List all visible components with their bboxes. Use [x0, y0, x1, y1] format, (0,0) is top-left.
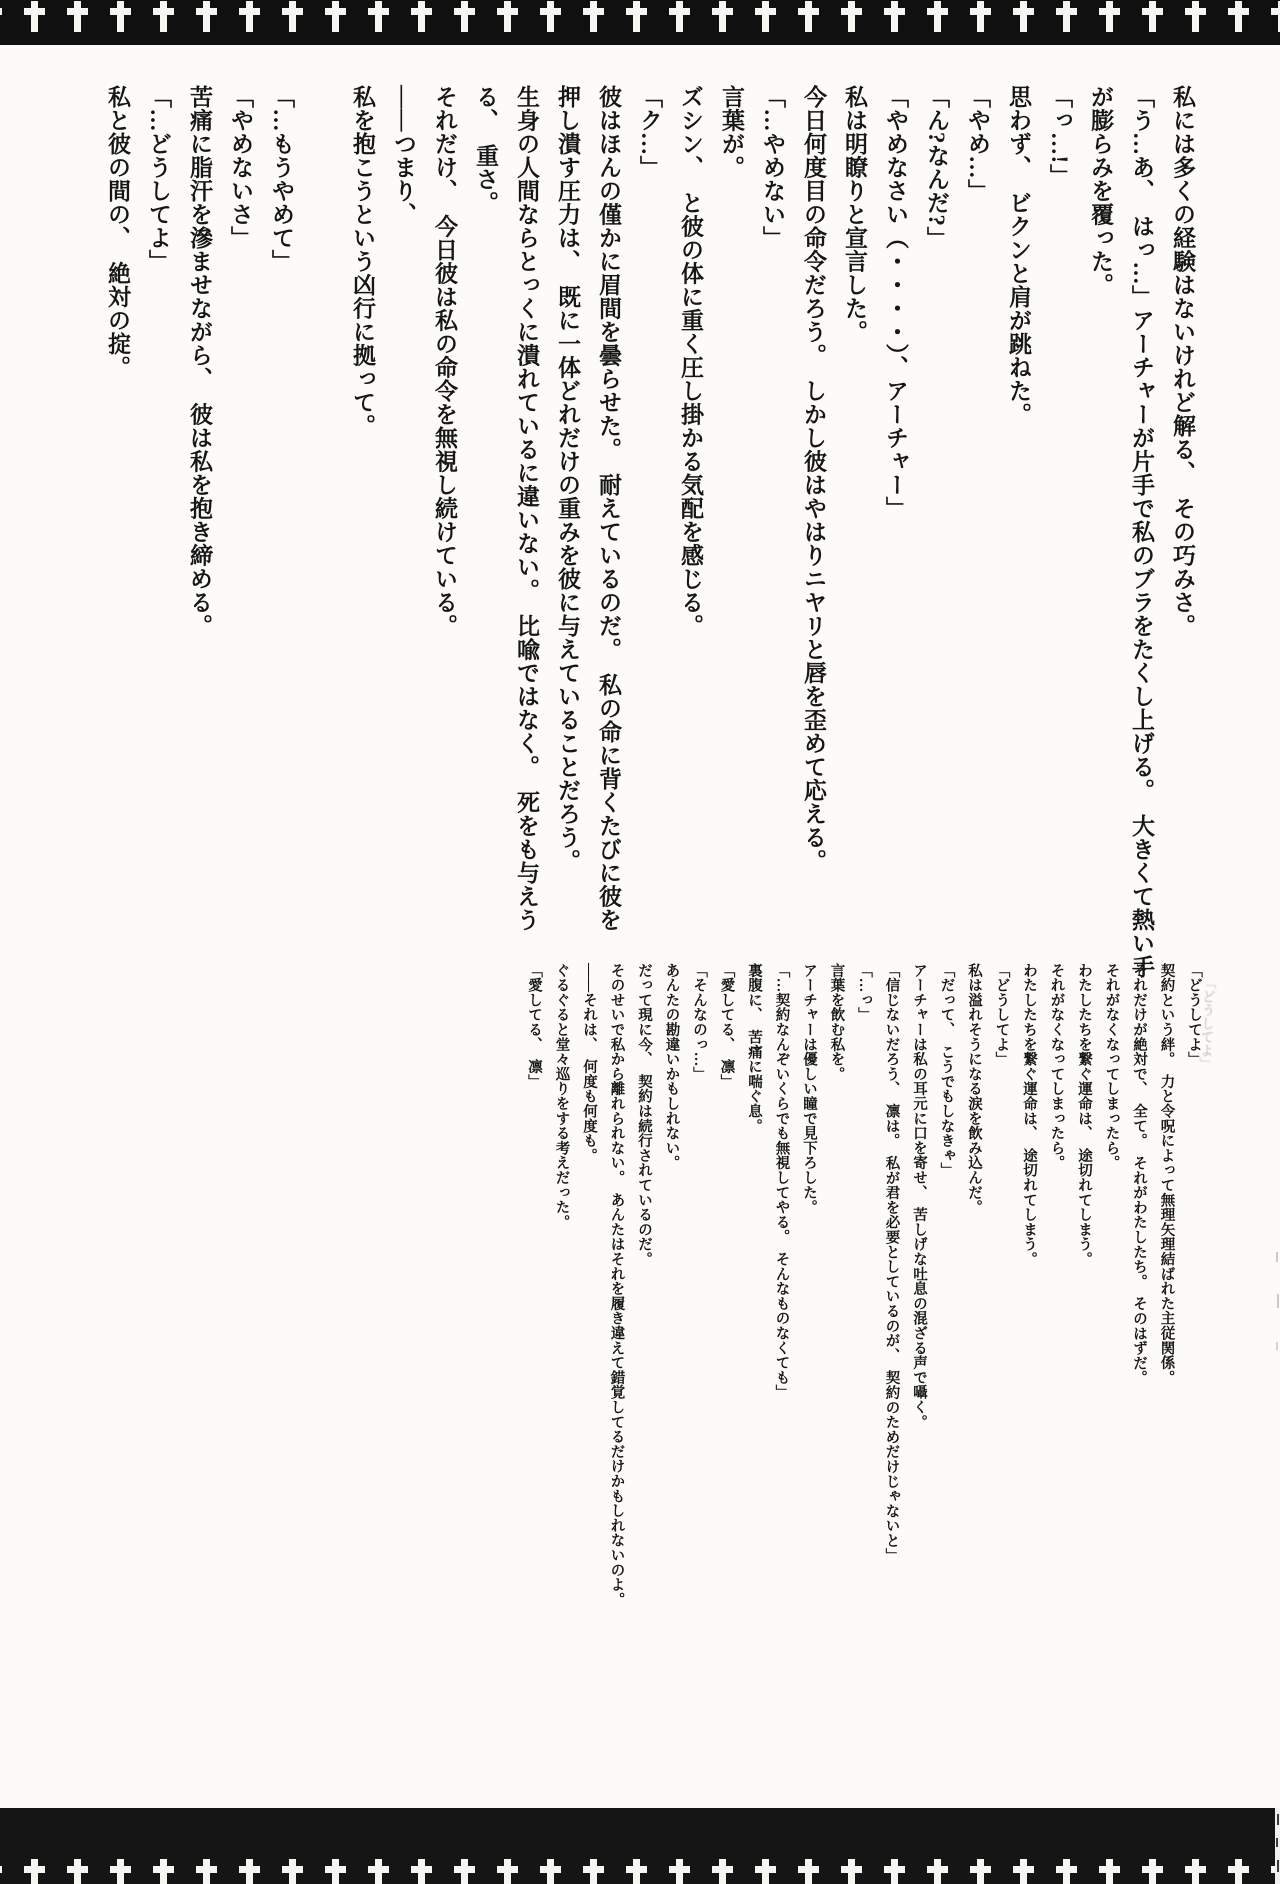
text-column: 私は明瞭りと宣言した。: [842, 85, 867, 344]
cross-icon: [1235, 1859, 1242, 1884]
text-column: 「…っ」: [856, 963, 872, 1023]
cross-icon: [375, 1859, 382, 1884]
cross-icon: [504, 1, 511, 32]
cross-icon: [461, 1, 468, 32]
cross-icon: [1106, 1859, 1113, 1884]
cross-icon: [31, 1859, 38, 1884]
cross-icon: [977, 1859, 984, 1884]
text-column: 「…契約なんぞいくらでも無視してやる。 そんなものなくても」: [773, 963, 790, 1400]
cross-icon: [547, 1, 554, 32]
cross-icon: [160, 1859, 167, 1884]
cross-icon: [31, 1, 38, 32]
cross-icon: [1063, 1859, 1070, 1884]
cross-icon: [977, 1, 984, 32]
text-column: 言葉を飲む私を。: [828, 963, 845, 1082]
cross-icon: [848, 1859, 855, 1884]
cross-icon: [1149, 1, 1156, 32]
text-column: 「っ…!」: [1047, 85, 1072, 188]
text-column: 「ん?なんだ?」: [924, 85, 949, 250]
text-column: 「愛してる、 凛」: [718, 963, 735, 1089]
text-column: 「どうしてよ」: [993, 963, 1010, 1067]
cross-icon: [74, 1859, 81, 1884]
cross-icon: [891, 1, 898, 32]
cross-icon: [1063, 1, 1070, 32]
text-column: 私は溢れそうになる涙を飲み込んだ。: [966, 963, 982, 1215]
cross-icon: [289, 1859, 296, 1884]
text-column: 「…もうやめて」: [269, 85, 294, 273]
text-column: が膨らみを覆った。: [1088, 85, 1113, 297]
text-column: わたしたちを繋ぐ運命は、 途切れてしまう。: [1076, 963, 1092, 1267]
cross-icon: [203, 1859, 210, 1884]
text-column: それだけ、 今日彼は私の命令を無視し続けている。: [432, 85, 457, 638]
scan-artifact: [1277, 1814, 1279, 1825]
cross-icon: [676, 1, 683, 32]
text-column: 言葉が。: [719, 85, 744, 179]
text-column: ぐるぐると堂々巡りをする考えだった。: [553, 963, 570, 1230]
text-column: ――それは、 何度も何度も。: [581, 963, 597, 1163]
text-column: 苦痛に脂汗を滲ませながら、 彼は私を抱き締める。: [187, 85, 212, 638]
cross-icon: [1192, 1859, 1199, 1884]
text-column: 私を抱こうという凶行に拠って。: [350, 85, 375, 438]
text-column: 私には多くの経験はないけれど解る、 その巧みさ。: [1170, 85, 1195, 638]
cross-icon: [1020, 1859, 1027, 1884]
cross-icon: [246, 1859, 253, 1884]
text-column: 押し潰す圧力は、 既に一体どれだけの重みを彼に与えていることだろう。: [555, 85, 580, 873]
text-column: 「う…あ、 はっ…」アーチャーが片手で私のブラをたくし上げる。 大きくて熱い手: [1129, 85, 1154, 979]
cross-icon: [203, 1, 210, 32]
text-column: 「やめ…」: [965, 85, 990, 203]
text-column: 「…やめない」: [760, 85, 785, 250]
text-column: 彼はほんの僅かに眉間を曇らせた。 耐えているのだ。 私の命に背くたびに彼を: [596, 85, 621, 932]
cross-icon: [117, 1, 124, 32]
text-column: アーチャーは優しい瞳で見下ろした。: [801, 963, 817, 1215]
cross-icon: [590, 1859, 597, 1884]
text-column: 「ク…」: [637, 85, 662, 179]
text-column: 今日何度目の命令だろう。 しかし彼はやはりニヤリと唇を歪めて応える。: [801, 85, 826, 873]
upper-text-block: [97, 85, 1203, 1015]
cross-icon: [891, 1859, 898, 1884]
text-column: あんたの勘違いかもしれない。: [663, 963, 680, 1171]
bottom-border: [0, 1808, 1280, 1884]
bleed-through-text: 「どうしてよ」: [1197, 975, 1216, 1071]
cross-icon: [160, 1, 167, 32]
text-column: 私と彼の間の、 絶対の掟。: [105, 85, 130, 379]
cross-icon: [676, 1859, 683, 1884]
cross-icon: [246, 1, 253, 32]
scan-artifact: [1277, 1860, 1279, 1872]
cross-icon: [633, 1, 640, 32]
cross-icon: [848, 1, 855, 32]
cross-icon: [547, 1859, 554, 1884]
cross-icon: [418, 1, 425, 32]
cross-icon: [719, 1, 726, 32]
lower-text-block: [520, 963, 1208, 1613]
text-column: る、 重さ。: [473, 85, 498, 215]
cross-icon: [1235, 1, 1242, 32]
cross-icon: [289, 1, 296, 32]
text-column: それがなくなってしまったら。: [1048, 963, 1065, 1171]
text-column: 「やめないさ」: [228, 85, 253, 250]
text-column: 裏腹に、 苦痛に喘ぐ息。: [746, 963, 762, 1134]
text-column: それがなくなってしまったら。: [1103, 963, 1120, 1171]
cross-icon: [1020, 1, 1027, 32]
scan-artifact: [1276, 1342, 1278, 1350]
text-column: 「信じないだろう、 凛は。 私が君を必要としているのが、 契約のためだけじゃないと」: [883, 963, 900, 1563]
cross-icon: [934, 1, 941, 32]
text-column: わたしたちを繋ぐ運命は、 途切れてしまう。: [1021, 963, 1037, 1267]
cross-icon: [332, 1859, 339, 1884]
cross-icon: [1106, 1, 1113, 32]
cross-icon: [461, 1859, 468, 1884]
cross-icon: [805, 1, 812, 32]
text-column: ズシン、 と彼の体に重く圧し掛かる気配を感じる。: [678, 85, 703, 638]
text-column: 「…どうしてよ」: [146, 85, 171, 273]
text-column: 「そんなのっ…」: [691, 963, 707, 1082]
text-column: 「愛してる、 凛」: [526, 963, 542, 1089]
cross-icon: [1149, 1859, 1156, 1884]
text-column: 「だって、 こうでもしなきゃ」: [938, 963, 955, 1178]
text-column: 生身の人間ならとっくに潰れているに違いない。 比喩ではなく。 死をも与えう: [514, 85, 539, 932]
text-column: 「やめなさい（・・・・）、アーチャー」: [883, 85, 908, 520]
cross-icon: [74, 1, 81, 32]
cross-icon: [1192, 1, 1199, 32]
scan-artifact: [1276, 1838, 1278, 1847]
scan-artifact: [1276, 1252, 1278, 1262]
cross-icon: [934, 1859, 941, 1884]
text-column: 契約という絆。 力と令呪によって無理矢理結ばれた主従関係。: [1158, 963, 1175, 1385]
text-column: それだけが絶対で、 全て。 それがわたしたち。 そのはずだ。: [1131, 963, 1147, 1386]
text-column: だって現に今、 契約は続行されているのだ。: [636, 963, 652, 1267]
cross-icon: [633, 1859, 640, 1884]
top-border: [0, 0, 1280, 45]
scan-artifact: [1277, 1294, 1279, 1308]
cross-icon: [504, 1859, 511, 1884]
cross-icon: [117, 1859, 124, 1884]
text-column: そのせいで私から離れられない。 あんたはそれを履き違えて錯覚してるだけかもしれないのよ。: [608, 963, 625, 1607]
cross-icon: [418, 1859, 425, 1884]
text-column: 思わず、 ビクンと肩が跳ねた。: [1006, 85, 1031, 426]
text-column: ――つまり、: [391, 85, 416, 226]
cross-icon: [375, 1, 382, 32]
cross-icon: [719, 1859, 726, 1884]
cross-icon: [762, 1, 769, 32]
text-column: アーチャーは私の耳元に口を寄せ、 苦しげな吐息の混ざる声で囁く。: [911, 963, 927, 1430]
text-column: 「どうしてよ」: [1186, 963, 1202, 1067]
cross-icon: [805, 1859, 812, 1884]
cross-icon: [762, 1859, 769, 1884]
cross-icon: [590, 1, 597, 32]
cross-icon: [332, 1, 339, 32]
